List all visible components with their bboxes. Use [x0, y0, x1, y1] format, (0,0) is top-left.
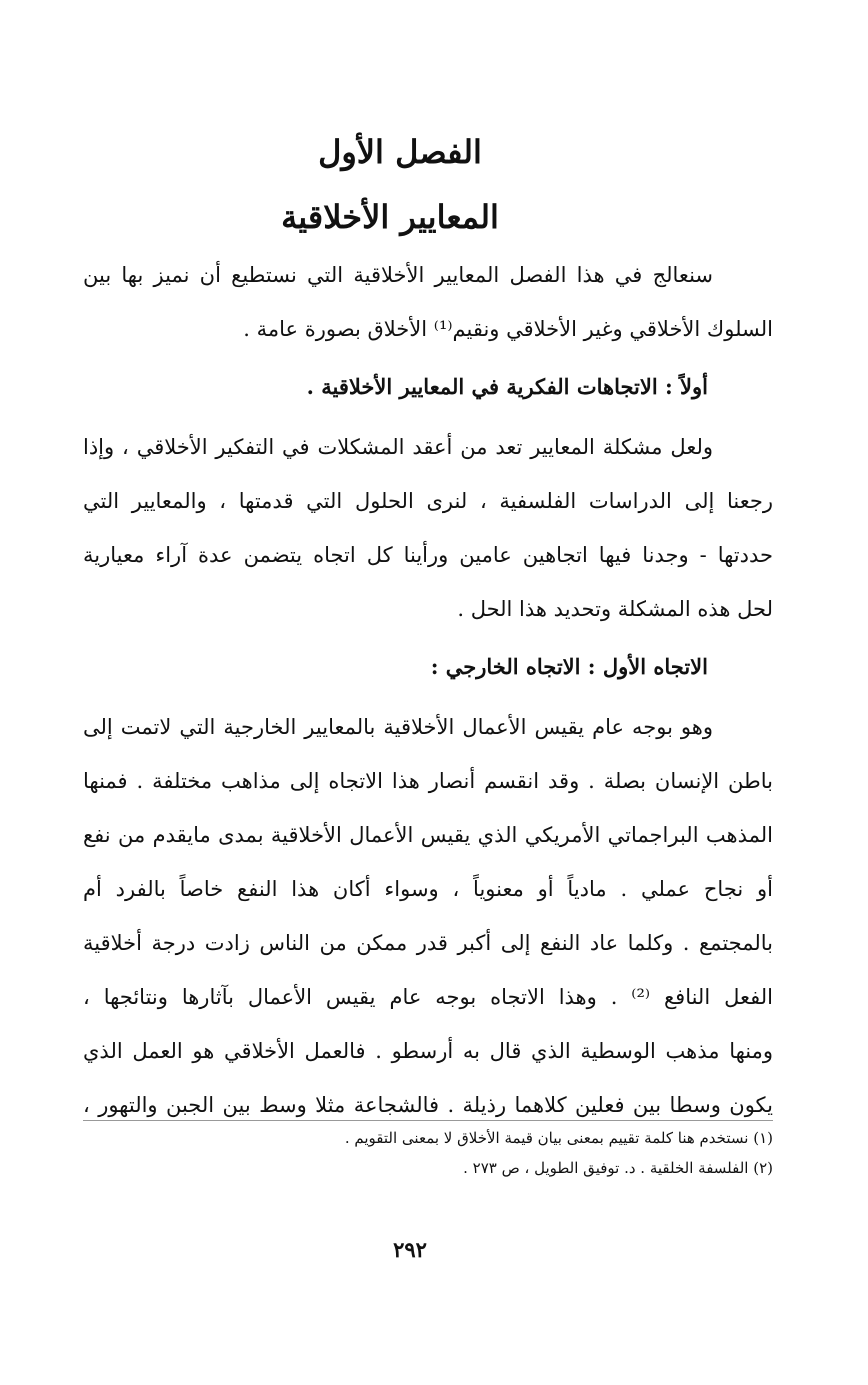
text-line: بالمجتمع . وكلما عاد النفع إلى أكبر قدر ممكن من الناس زادت درجة أخلاقية — [83, 931, 773, 955]
text-line: حددتها - وجدنا فيها اتجاهين عامين ورأينا كل اتجاه يتضمن عدة آراء معيارية — [83, 543, 773, 567]
footnote-2: (٢) الفلسفة الخلقية . د. توفيق الطويل ، ص ٢٧٣ . — [463, 1159, 773, 1177]
text-line: المذهب البراجماتي الأمريكي الذي يقيس الأعمال الأخلاقية بمدى مايقدم من نفع — [83, 823, 773, 847]
text-line: ولعل مشكلة المعايير تعد من أعقد المشكلات في التفكير الأخلاقي ، وإذا — [83, 435, 713, 459]
intro-paragraph — [83, 248, 773, 356]
text-line: السلوك الأخلاقي وغير الأخلاقي ونقيم⁽¹⁾ الأخلاق بصورة عامة . — [243, 317, 773, 341]
footnote-1: (١) نستخدم هنا كلمة تقييم بمعنى بيان قيمة الأخلاق لا بمعنى التقويم . — [344, 1129, 773, 1147]
page-number: ٢٩٢ — [393, 1237, 427, 1262]
section-heading-first: أولاً : الاتجاهات الفكرية في المعايير الأخلاقية . — [306, 374, 708, 399]
text-line: يكون وسطا بين فعلين كلاهما رذيلة . فالشجاعة مثلا وسط بين الجبن والتهور ، — [83, 1093, 773, 1117]
text-line: ومنها مذهب الوسطية الذي قال به أرسطو . فالعمل الأخلاقي هو العمل الذي — [83, 1039, 773, 1063]
footnotes — [83, 1120, 773, 1183]
text-line: الفعل النافع ⁽²⁾ . وهذا الاتجاه بوجه عام يقيس الأعمال بآثارها ونتائجها ، — [83, 985, 773, 1009]
chapter-title: الفصل الأول — [318, 133, 482, 171]
section-one-paragraph — [83, 420, 773, 636]
text-line: لحل هذه المشكلة وتحديد هذا الحل . — [457, 597, 773, 621]
chapter-subtitle: المعايير الأخلاقية — [281, 198, 499, 236]
text-line: رجعنا إلى الدراسات الفلسفية ، لنرى الحلول التي قدمتها ، والمعايير التي — [83, 489, 773, 513]
text-line: أو نجاح عملي . مادياً أو معنوياً ، وسواء أكان هذا النفع خاصاً بالفرد أم — [83, 877, 773, 901]
text-line: وهو بوجه عام يقيس الأعمال الأخلاقية بالمعايير الخارجية التي لاتمت إلى — [83, 715, 713, 739]
section-heading-external-direction: الاتجاه الأول : الاتجاه الخارجي : — [430, 654, 708, 679]
text-line: سنعالج في هذا الفصل المعايير الأخلاقية التي نستطيع أن نميز بها بين — [83, 263, 713, 287]
section-two-paragraph — [83, 700, 773, 1132]
text-line: باطن الإنسان بصلة . وقد انقسم أنصار هذا الاتجاه إلى مذاهب مختلفة . فمنها — [83, 769, 773, 793]
